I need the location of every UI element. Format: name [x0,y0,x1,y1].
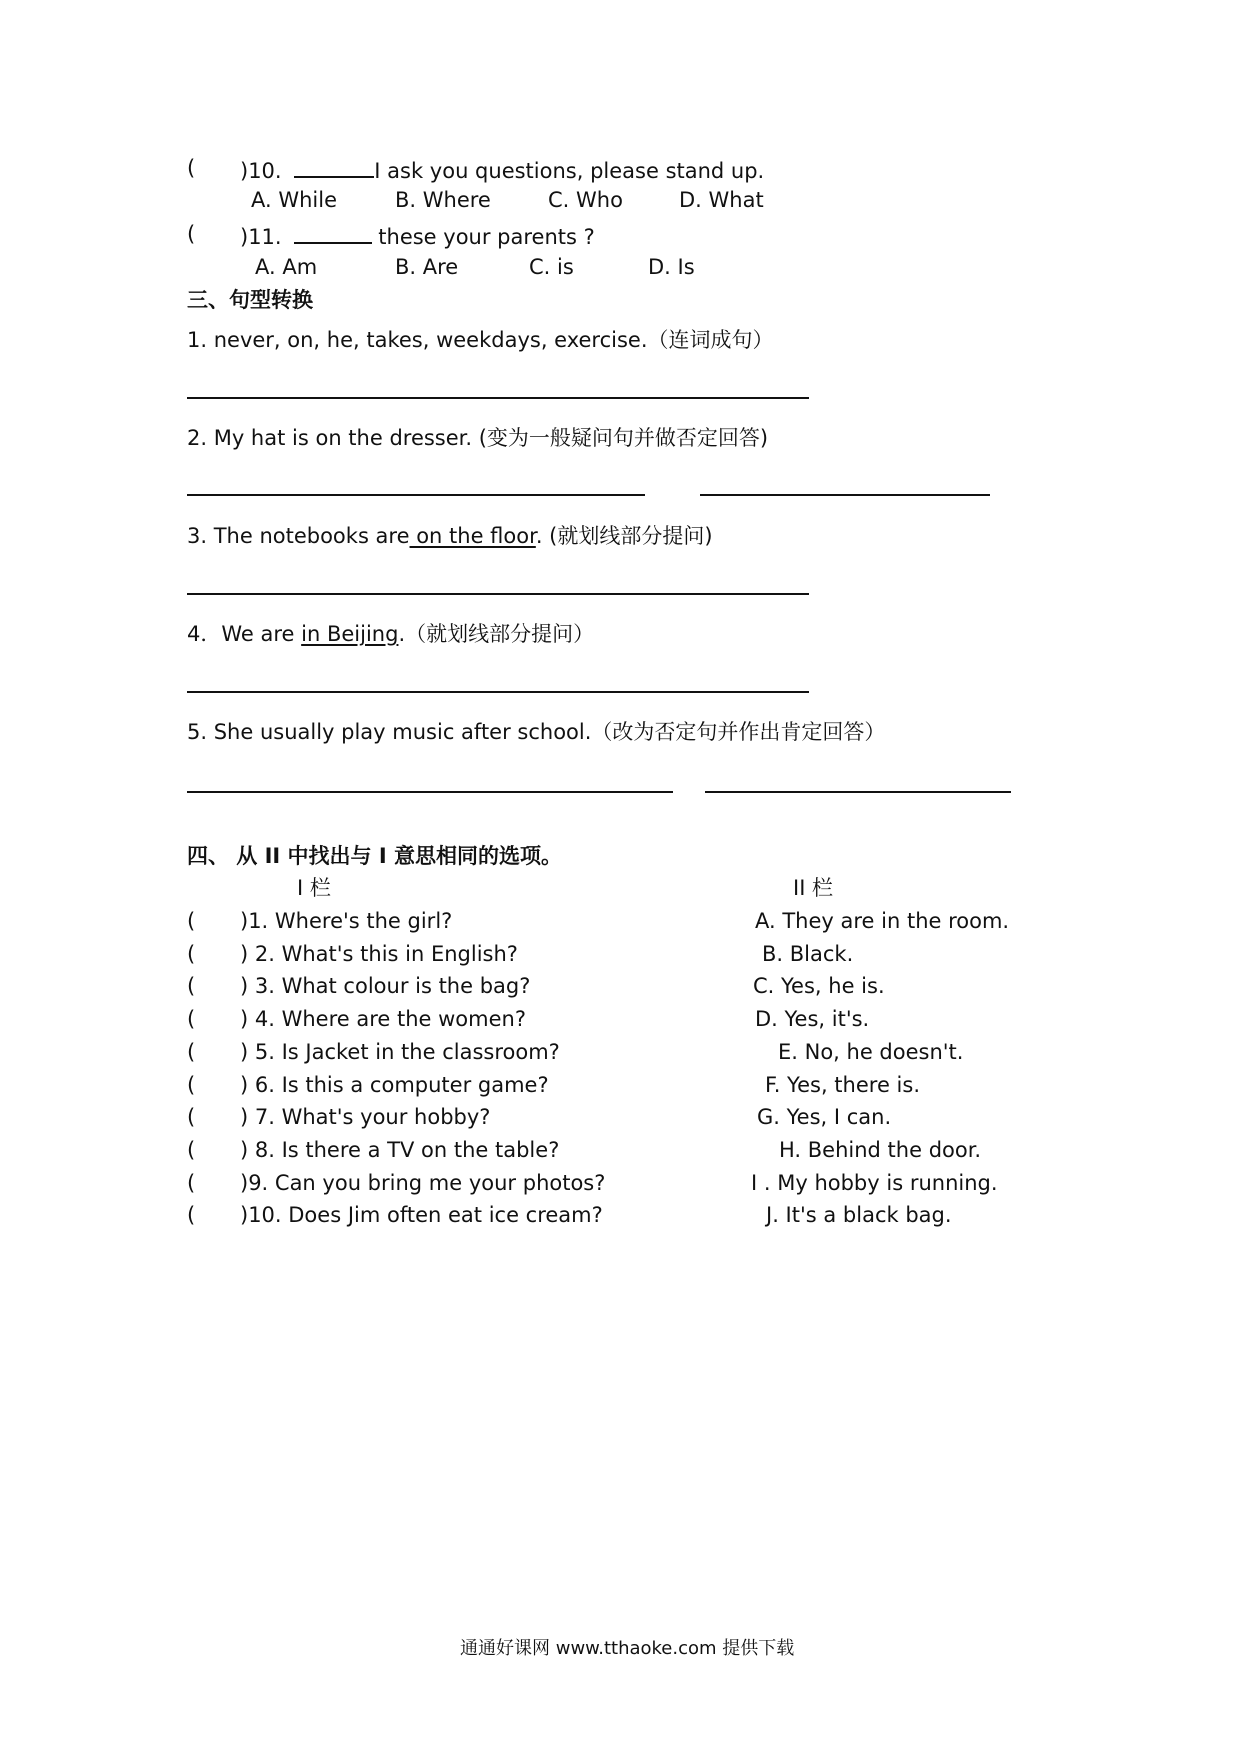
match-answer: E. No, he doesn't. [778,1040,964,1064]
transform-item-5: 5. She usually play music after school.（改为否定句并作出肯定回答） [187,720,886,744]
option-a: A. While [251,188,338,212]
question-10 [240,158,764,182]
match-paren: ( [187,1171,196,1195]
question-text: these your parents ? [378,225,595,249]
match-question: ) 5. Is Jacket in the classroom? [240,1040,560,1064]
match-answer: H. Behind the door. [779,1138,982,1162]
transform-item-2: 2. My hat is on the dresser. (变为一般疑问句并做否定回答) [187,426,769,450]
match-answer: D. Yes, it's. [755,1007,870,1031]
underlined-phrase: on the floor [409,524,536,548]
option-d: D. What [679,188,764,212]
match-question: ) 4. Where are the women? [240,1007,526,1031]
match-answer: I . My hobby is running. [751,1171,998,1195]
column-2-header: II 栏 [793,876,834,900]
match-question: ) 7. What's your hobby? [240,1105,491,1129]
match-answer: A. They are in the room. [755,909,1010,933]
match-answer: G. Yes, I can. [757,1105,892,1129]
column-1-header: I 栏 [297,876,331,900]
underlined-phrase: in Beijing [301,622,399,646]
transform-item-3 [187,526,713,547]
item-text: 3. The notebooks are [187,524,410,548]
item-instruction: . (就划线部分提问) [535,524,713,548]
match-answer: J. It's a black bag. [766,1203,952,1227]
match-question: ) 8. Is there a TV on the table? [240,1138,560,1162]
question-number: )10. [240,159,282,183]
answer-line[interactable] [187,494,645,496]
match-paren: ( [187,1040,196,1064]
match-question: ) 6. Is this a computer game? [240,1073,549,1097]
question-text: I ask you questions, please stand up. [374,159,765,183]
match-paren: ( [187,1138,196,1162]
match-answer: F. Yes, there is. [765,1073,920,1097]
option-d: D. Is [648,255,695,279]
match-question: )1. Where's the girl? [240,909,453,933]
option-b: B. Are [395,255,459,279]
match-paren: ( [187,974,196,998]
answer-line[interactable] [187,691,809,693]
question-11 [240,224,595,248]
answer-line[interactable] [187,397,809,399]
option-a: A. Am [255,255,318,279]
item-instruction: .（就划线部分提问） [398,622,595,646]
match-answer: B. Black. [762,942,854,966]
match-question: ) 3. What colour is the bag? [240,974,531,998]
match-paren: ( [187,942,196,966]
section-4-title: 四、 从 II 中找出与 I 意思相同的选项。 [187,844,562,868]
question-paren: ( [187,156,196,180]
answer-blank[interactable] [294,158,374,178]
match-paren: ( [187,1105,196,1129]
match-question: )9. Can you bring me your photos? [240,1171,606,1195]
match-question: ) 2. What's this in English? [240,942,518,966]
item-text: 4．We are [187,622,302,646]
answer-line[interactable] [187,593,809,595]
answer-blank[interactable] [294,224,372,244]
transform-item-4 [187,624,594,645]
match-question: )10. Does Jim often eat ice cream? [240,1203,603,1227]
footer-text: 通通好课网 www.tthaoke.com 提供下载 [460,1638,795,1659]
match-paren: ( [187,1007,196,1031]
match-answer: C. Yes, he is. [753,974,885,998]
section-3-title: 三、句型转换 [187,288,313,312]
option-c: C. Who [548,188,623,212]
answer-line[interactable] [187,791,673,793]
answer-line[interactable] [700,494,990,496]
question-number: )11. [240,225,282,249]
option-b: B. Where [395,188,491,212]
option-c: C. is [529,255,574,279]
match-paren: ( [187,909,196,933]
transform-item-1: 1. never, on, he, takes, weekdays, exercise.（连词成句） [187,328,774,352]
match-paren: ( [187,1073,196,1097]
question-paren: ( [187,222,196,246]
answer-line[interactable] [705,791,1011,793]
match-paren: ( [187,1203,196,1227]
